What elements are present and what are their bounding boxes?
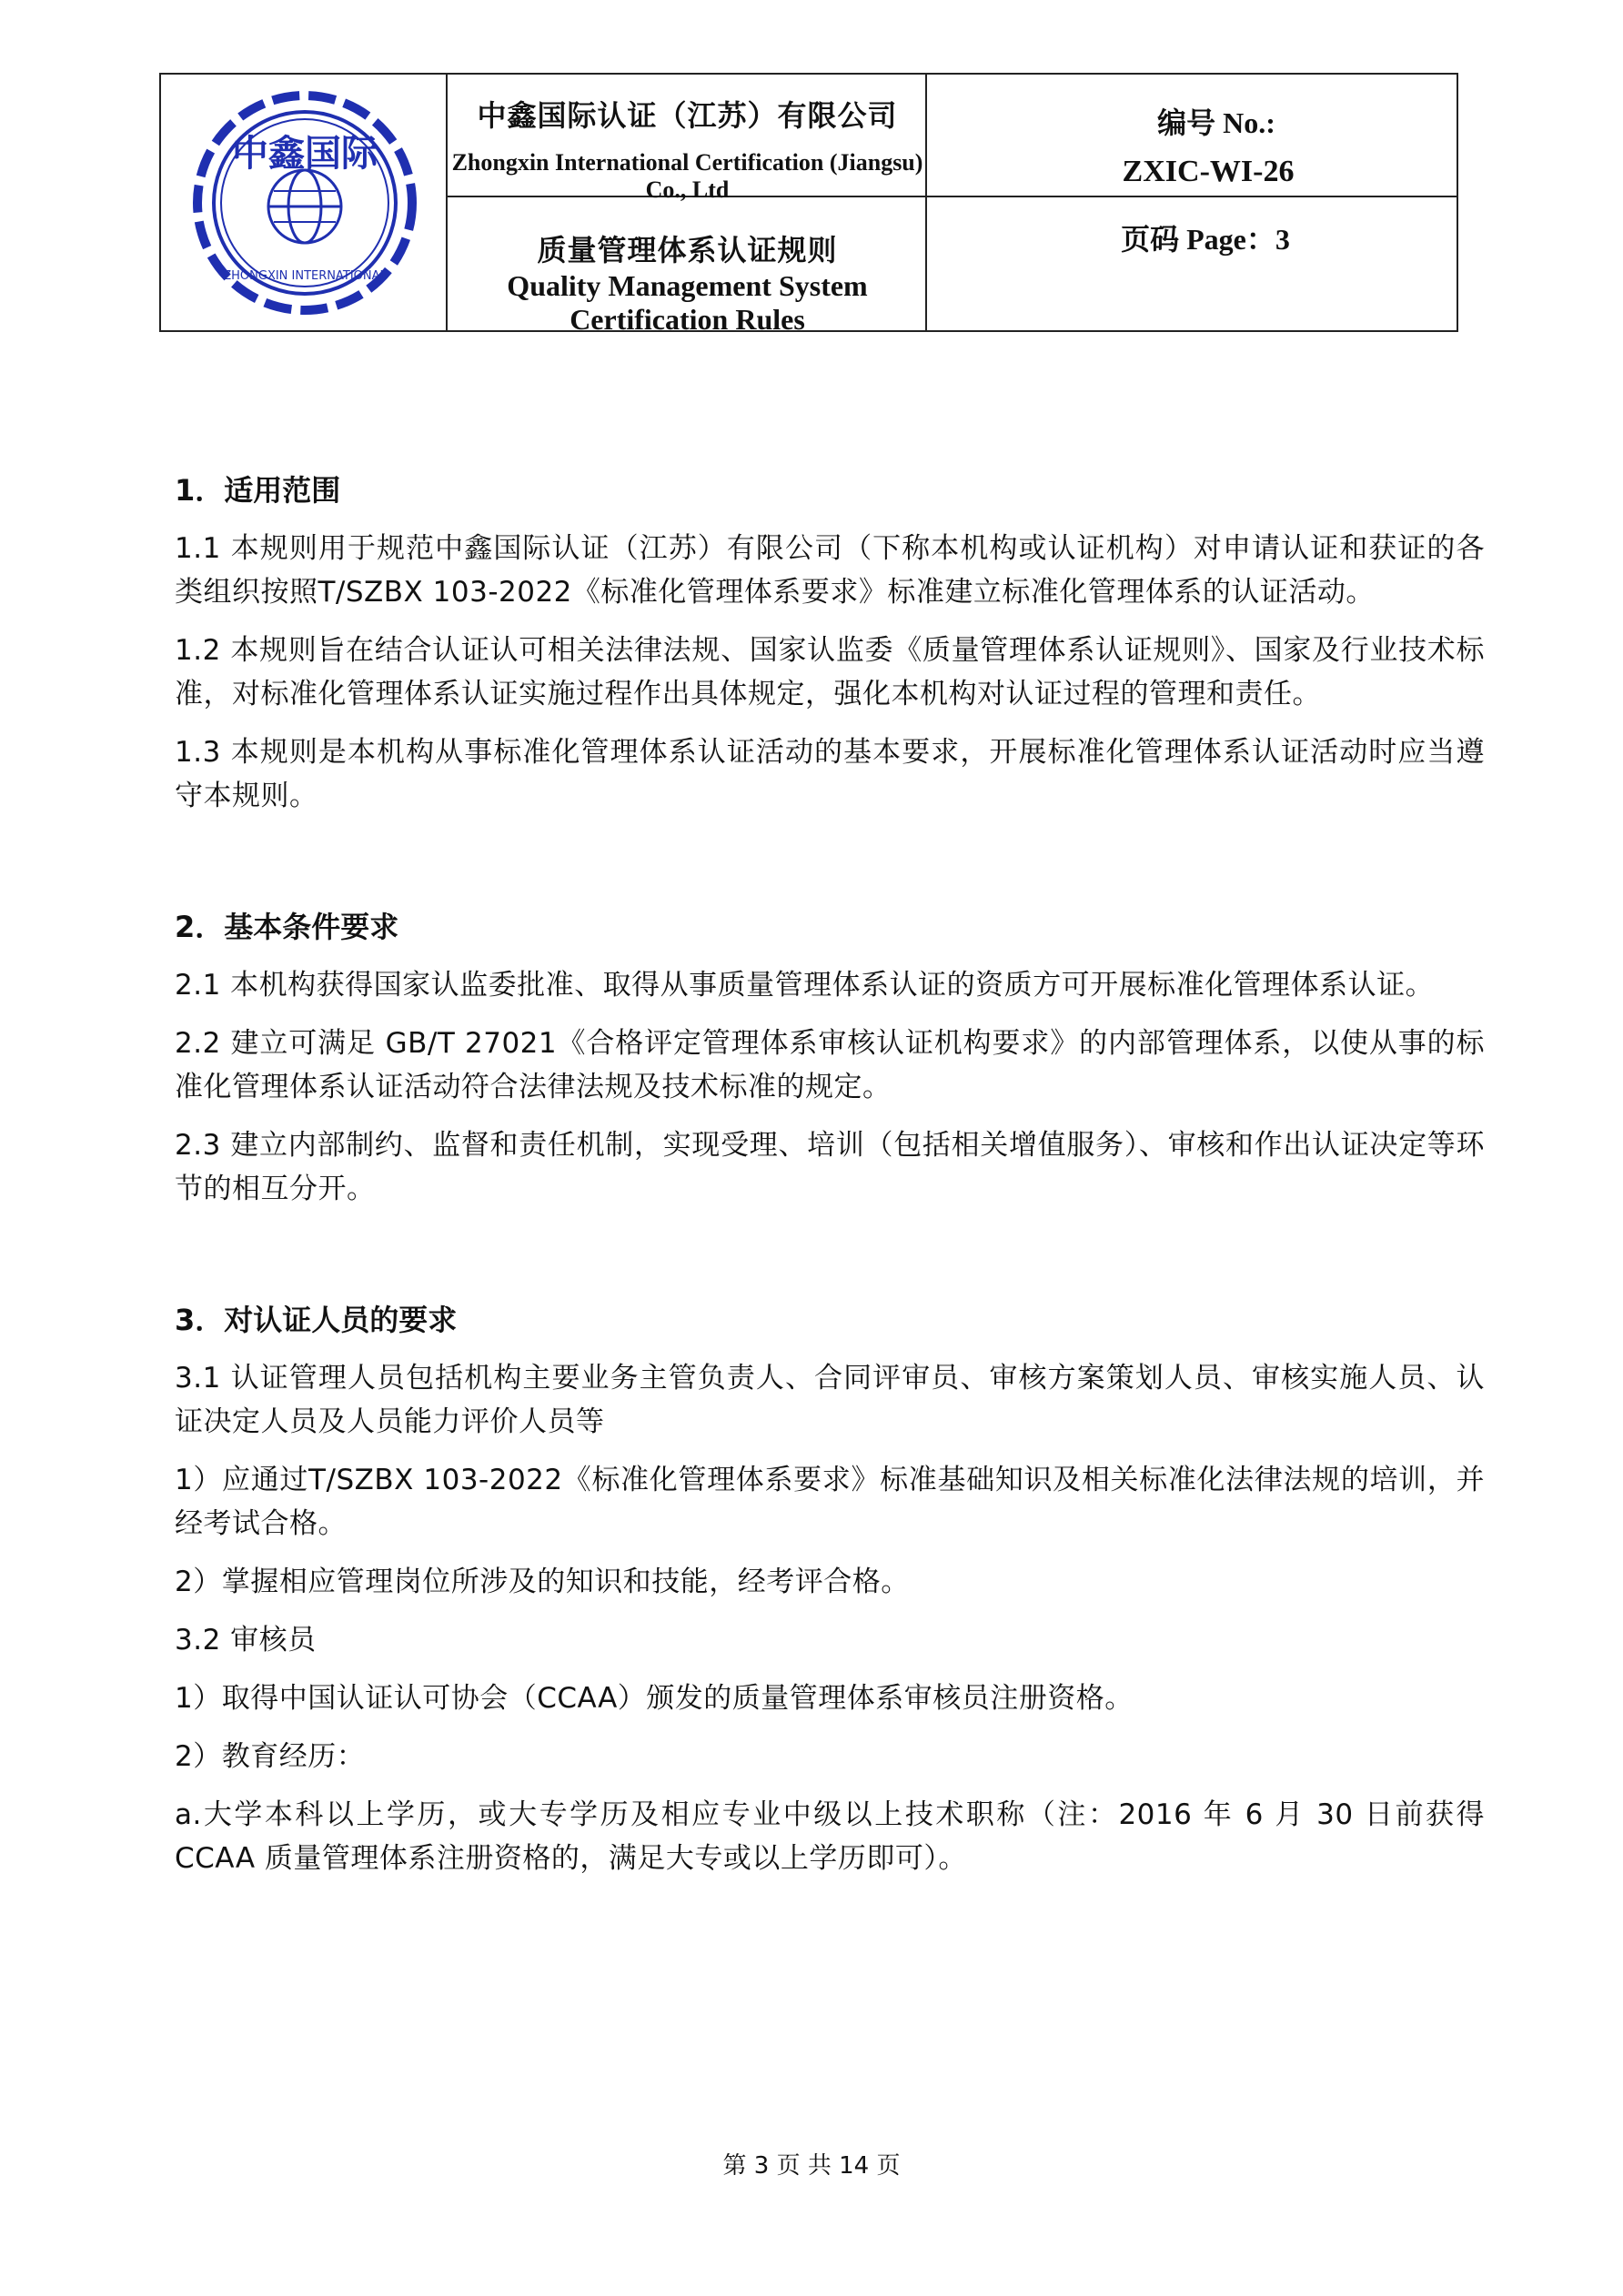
document-number-label: 编号 No.:: [1157, 106, 1275, 139]
page-number-label: 页码 Page：3: [1121, 223, 1290, 256]
paragraph: 2）掌握相应管理岗位所涉及的知识和技能，经考评合格。: [175, 1566, 910, 1598]
document-title-cn: 质量管理体系认证规则: [537, 233, 838, 267]
paragraph: 1）应通过T/SZBX 103-2022《标准化管理体系要求》标准基础知识及相关标准化法律法规的培训，并经考试合格。: [175, 1464, 1485, 1540]
section-heading: 2．基本条件要求: [175, 910, 399, 944]
company-name-en: Zhongxin International Certification (Jiangsu) Co., Ltd: [451, 149, 923, 203]
logo-text-en: ZHONGXIN INTERNATIONAL: [223, 269, 387, 283]
document-body: [175, 468, 1485, 1880]
paragraph: a.大学本科以上学历，或大专学历及相应专业中级以上技术职称（注：2016 年 6 月 30 日前获得 CCAA 质量管理体系注册资格的，满足大专或以上学历即可）。: [175, 1798, 1485, 1875]
paragraph: 2.1 本机构获得国家认监委批准、取得从事质量管理体系认证的资质方可开展标准化管理体系认证。: [175, 969, 1435, 1002]
company-name-cn: 中鑫国际认证（江苏）有限公司: [477, 98, 898, 133]
paragraph: 1.3 本规则是本机构从事标准化管理体系认证活动的基本要求，开展标准化管理体系认证活动时应当遵守本规则。: [175, 736, 1485, 812]
paragraph: 3.2 审核员: [175, 1624, 317, 1657]
document-number-value: ZXIC-WI-26: [1122, 155, 1295, 188]
document-title-en: Quality Management System Certification Rules: [507, 269, 868, 336]
page-footer: 第 3 页 共 14 页: [722, 2152, 901, 2180]
paragraph: 1.2 本规则旨在结合认证认可相关法律法规、国家认监委《质量管理体系认证规则》、国家及行业技术标准，对标准化管理体系认证实施过程作出具体规定，强化本机构对认证过程的管理和责任。: [175, 634, 1485, 710]
paragraph: 2）教育经历：: [175, 1740, 366, 1773]
paragraph: 1）取得中国认证认可协会（CCAA）颁发的质量管理体系审核员注册资格。: [175, 1682, 1134, 1715]
paragraph: 3.1 认证管理人员包括机构主要业务主管负责人、合同评审员、审核方案策划人员、审核实施人员、认证决定人员及人员能力评价人员等: [175, 1362, 1485, 1438]
paragraph: 1.1 本规则用于规范中鑫国际认证（江苏）有限公司（下称本机构或认证机构）对申请认证和获证的各类组织按照T/SZBX 103-2022《标准化管理体系要求》标准建立标准化管理体系的认证活动。: [175, 532, 1485, 609]
header-divider: [446, 75, 448, 330]
paragraph: 2.3 建立内部制约、监督和责任机制，实现受理、培训（包括相关增值服务）、审核和作出认证决定等环节的相互分开。: [175, 1129, 1485, 1205]
paragraph: 2.2 建立可满足 GB/T 27021《合格评定管理体系审核认证机构要求》的内部管理体系，以使从事的标准化管理体系认证活动符合法律法规及技术标准的规定。: [175, 1027, 1485, 1103]
logo-text-cn: 中鑫国际: [232, 133, 378, 175]
company-logo: [172, 84, 438, 322]
section-heading: 1．适用范围: [175, 473, 341, 508]
section-heading: 3．对认证人员的要求: [175, 1303, 458, 1337]
document-header: [159, 73, 1458, 336]
